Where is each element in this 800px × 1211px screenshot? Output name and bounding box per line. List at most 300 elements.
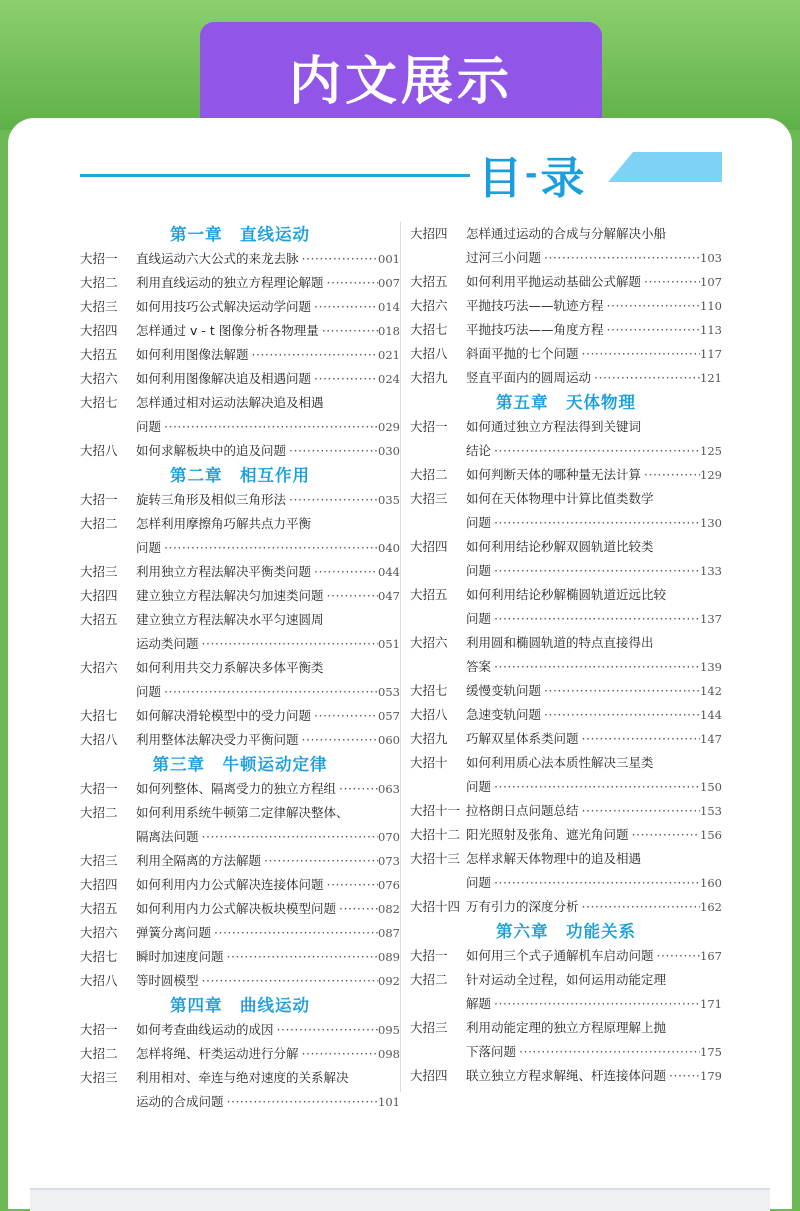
entry-text: 问题	[466, 563, 492, 578]
page-number: 089	[378, 950, 400, 964]
entry-line	[466, 535, 722, 559]
entry-line	[136, 873, 400, 897]
page-number: 040	[378, 541, 400, 555]
entry-line	[466, 222, 722, 246]
page-number: 035	[378, 493, 400, 507]
entry-body	[136, 921, 400, 945]
entry-line	[466, 775, 722, 799]
dot-leader	[199, 825, 379, 849]
entry-text: 旋转三角形及相似三角形法	[136, 492, 287, 507]
page-number: 133	[700, 564, 722, 578]
entry-tag: 大招三	[80, 299, 118, 314]
entry-text: 等时圆模型	[136, 973, 199, 988]
entry-body	[136, 897, 400, 921]
entry-tag: 大招二	[80, 516, 118, 531]
entry-text: 如何考查曲线运动的成因	[136, 1022, 274, 1037]
dot-leader	[311, 295, 378, 319]
entry-line	[466, 415, 722, 439]
entry-text: 利用动能定理的独立方程原理解上抛	[466, 1020, 667, 1035]
entry-tag: 大招二	[410, 972, 448, 987]
entry-line	[136, 849, 400, 873]
entry-body	[136, 512, 400, 560]
entry-body	[136, 271, 400, 295]
entry-text: 联立独立方程求解绳、杆连接体问题	[466, 1068, 667, 1083]
entry-line	[136, 488, 400, 512]
entry-line	[136, 608, 400, 632]
entry-body	[136, 704, 400, 728]
entry-line	[136, 680, 400, 704]
entry-text: 如何用三个式子通解机车启动问题	[466, 948, 654, 963]
entry-line	[136, 1090, 400, 1114]
toc-entry	[410, 463, 722, 487]
entry-text: 弹簧分离问题	[136, 925, 212, 940]
entry-body	[466, 463, 722, 487]
entry-line	[466, 895, 722, 919]
page-number: 103	[700, 251, 722, 265]
toc-entry	[80, 969, 400, 993]
header-rule	[80, 174, 470, 177]
toc-entry	[410, 823, 722, 847]
entry-body	[466, 823, 722, 847]
entry-body	[136, 560, 400, 584]
page-number: 044	[378, 565, 400, 579]
page-number: 129	[700, 468, 722, 482]
entry-text: 如何求解板块中的追及问题	[136, 443, 287, 458]
entry-body	[466, 1064, 722, 1088]
entry-line	[466, 1040, 722, 1064]
entry-line	[466, 823, 722, 847]
bottom-strip	[30, 1188, 770, 1211]
entry-tag: 大招九	[410, 731, 448, 746]
entry-body	[466, 270, 722, 294]
toc-entry	[80, 367, 400, 391]
toc-entry	[80, 271, 400, 295]
page-number: 142	[700, 684, 722, 698]
entry-text: 拉格朗日点问题总结	[466, 803, 579, 818]
entry-text: 结论	[466, 443, 492, 458]
toc-entry	[410, 583, 722, 631]
entry-line	[466, 751, 722, 775]
entry-line	[466, 871, 722, 895]
page-number: 153	[700, 804, 722, 818]
entry-body	[466, 535, 722, 583]
toc-entry	[410, 270, 722, 294]
entry-tag: 大招七	[80, 708, 118, 723]
page-number: 073	[378, 854, 400, 868]
entry-tag: 大招八	[80, 732, 118, 747]
entry-text: 解题	[466, 996, 492, 1011]
entry-line	[136, 704, 400, 728]
entry-line	[136, 295, 400, 319]
entry-line	[136, 1042, 400, 1066]
toc-entry	[80, 849, 400, 873]
toc-heading	[478, 146, 586, 202]
entry-body	[136, 849, 400, 873]
entry-line	[136, 656, 400, 680]
dot-leader	[491, 871, 700, 895]
entry-line	[136, 801, 400, 825]
dot-leader	[654, 944, 701, 968]
entry-tag: 大招一	[410, 948, 448, 963]
toc-entry	[410, 342, 722, 366]
entry-tag: 大招七	[410, 683, 448, 698]
entry-line	[136, 367, 400, 391]
toc-entry	[410, 318, 722, 342]
entry-line	[136, 945, 400, 969]
dot-leader	[311, 704, 378, 728]
dot-leader	[541, 246, 700, 270]
entry-line	[466, 1064, 722, 1088]
entry-tag: 大招七	[80, 949, 118, 964]
dot-leader	[274, 1018, 379, 1042]
entry-line	[466, 487, 722, 511]
entry-body	[136, 295, 400, 319]
page-number: 121	[700, 371, 722, 385]
entry-line	[466, 559, 722, 583]
entry-line	[136, 897, 400, 921]
toc-entry	[410, 968, 722, 1016]
dot-leader	[491, 992, 700, 1016]
entry-line	[466, 655, 722, 679]
toc-entry	[410, 703, 722, 727]
page-number: 024	[378, 372, 400, 386]
page-number: 053	[378, 685, 400, 699]
dot-leader	[604, 294, 701, 318]
toc-entry	[80, 560, 400, 584]
page-number: 101	[378, 1095, 400, 1109]
dot-leader	[324, 271, 379, 295]
chapter-title: 第二章 相互作用	[170, 466, 310, 485]
page-number: 057	[378, 709, 400, 723]
toc-entry	[410, 535, 722, 583]
entry-text: 问题	[466, 779, 492, 794]
entry-text: 如何利用内力公式解决连接体问题	[136, 877, 324, 892]
entry-text: 瞬时加速度问题	[136, 949, 224, 964]
page-number: 014	[378, 300, 400, 314]
entry-body	[466, 342, 722, 366]
entry-line	[136, 584, 400, 608]
entry-line	[466, 968, 722, 992]
entry-tag: 大招十三	[410, 851, 461, 866]
entry-text: 运动的合成问题	[136, 1094, 224, 1109]
entry-tag: 大招六	[410, 635, 448, 650]
entry-body	[466, 631, 722, 679]
entry-line	[466, 294, 722, 318]
toc-entry	[410, 366, 722, 390]
page-number: 018	[378, 324, 400, 338]
entry-body	[136, 1018, 400, 1042]
entry-line	[136, 728, 400, 752]
page-number: 092	[378, 974, 400, 988]
entry-body	[466, 222, 722, 270]
dot-leader	[224, 945, 379, 969]
page-number: 098	[378, 1047, 400, 1061]
dot-leader	[299, 247, 379, 271]
toc-entry	[410, 222, 722, 270]
entry-tag: 大招一	[410, 419, 448, 434]
toc-entry	[80, 512, 400, 560]
entry-text: 如何解决滑轮模型中的受力问题	[136, 708, 312, 723]
dot-leader	[579, 342, 701, 366]
dot-leader	[319, 319, 378, 343]
page-number: 070	[378, 830, 400, 844]
entry-line	[136, 825, 400, 849]
entry-text: 下落问题	[466, 1044, 517, 1059]
page-number: 137	[700, 612, 722, 626]
dot-leader	[161, 415, 378, 439]
toc-entry	[80, 247, 400, 271]
dot-leader	[324, 584, 379, 608]
entry-body	[466, 366, 722, 390]
page-number: 060	[378, 733, 400, 747]
entry-text: 如何利用共交力系解决多体平衡类	[136, 660, 324, 675]
page-number: 139	[700, 660, 722, 674]
toc-entry	[80, 1066, 400, 1114]
entry-text: 利用相对、牵连与绝对速度的关系解决	[136, 1070, 349, 1085]
entry-body	[466, 679, 722, 703]
entry-body	[466, 1016, 722, 1064]
toc-entry	[80, 897, 400, 921]
page-number: 007	[378, 276, 400, 290]
entry-body	[466, 318, 722, 342]
chapter-title: 第三章 牛顿运动定律	[152, 755, 328, 774]
entry-body	[466, 294, 722, 318]
page-number: 051	[378, 637, 400, 651]
toc-entry	[80, 873, 400, 897]
entry-tag: 大招四	[80, 323, 118, 338]
dot-leader	[161, 680, 378, 704]
entry-text: 建立独立方程法解决匀加速类问题	[136, 588, 324, 603]
entry-line	[136, 319, 400, 343]
entry-text: 针对运动全过程，如何运用动能定理	[466, 972, 667, 987]
entry-line	[136, 1066, 400, 1090]
entry-line	[136, 560, 400, 584]
entry-text: 缓慢变轨问题	[466, 683, 542, 698]
entry-text: 如何利用图像法解题	[136, 347, 249, 362]
toc-entry	[410, 679, 722, 703]
entry-text: 怎样利用摩擦角巧解共点力平衡	[136, 516, 312, 531]
entry-text: 如何利用平抛运动基础公式解题	[466, 274, 642, 289]
entry-body	[136, 801, 400, 849]
dot-leader	[286, 439, 378, 463]
entry-text: 问题	[136, 419, 162, 434]
toc-entry	[410, 727, 722, 751]
dot-leader	[666, 1064, 700, 1088]
entry-tag: 大招十一	[410, 803, 461, 818]
toc-entry	[80, 391, 400, 439]
entry-text: 问题	[466, 611, 492, 626]
entry-text: 平抛技巧法——角度方程	[466, 322, 604, 337]
entry-line	[136, 343, 400, 367]
page-number: 125	[700, 444, 722, 458]
page-number: 171	[700, 997, 722, 1011]
entry-body	[466, 895, 722, 919]
entry-text: 急速变轨问题	[466, 707, 542, 722]
entry-tag: 大招八	[410, 346, 448, 361]
toc-entry	[80, 608, 400, 656]
entry-text: 如何通过独立方程法得到关键词	[466, 419, 642, 434]
entry-tag: 大招五	[410, 587, 448, 602]
entry-body	[136, 319, 400, 343]
page-number: 167	[700, 949, 722, 963]
banner-title: 内文展示	[288, 51, 513, 112]
entry-text: 利用全隔离的方法解题	[136, 853, 262, 868]
toc-entry	[80, 1042, 400, 1066]
entry-text: 建立独立方程法解决水平匀速圆周	[136, 612, 324, 627]
toc-entry	[80, 1018, 400, 1042]
entry-text: 怎样通过运动的合成与分解解决小船	[466, 226, 667, 241]
entry-line	[466, 631, 722, 655]
entry-line	[136, 632, 400, 656]
page-number: 162	[700, 900, 722, 914]
entry-text: 巧解双星体系类问题	[466, 731, 579, 746]
entry-body	[466, 487, 722, 535]
dot-leader	[311, 560, 378, 584]
page-number: 160	[700, 876, 722, 890]
entry-text: 隔离法问题	[136, 829, 199, 844]
dot-leader	[491, 655, 700, 679]
entry-tag: 大招四	[410, 539, 448, 554]
entry-body	[136, 488, 400, 512]
entry-tag: 大招五	[410, 274, 448, 289]
entry-body	[136, 1066, 400, 1114]
entry-tag: 大招七	[410, 322, 448, 337]
entry-line	[466, 1016, 722, 1040]
entry-tag: 大招三	[410, 1020, 448, 1035]
entry-line	[466, 583, 722, 607]
dot-leader	[211, 921, 378, 945]
entry-body	[466, 703, 722, 727]
entry-line	[466, 607, 722, 631]
entry-body	[466, 944, 722, 968]
entry-tag: 大招一	[80, 781, 118, 796]
entry-body	[136, 343, 400, 367]
entry-line	[466, 246, 722, 270]
entry-tag: 大招十	[410, 755, 448, 770]
entry-tag: 大招二	[410, 467, 448, 482]
entry-text: 如何利用结论秒解双圆轨道比较类	[466, 539, 654, 554]
page-number: 047	[378, 589, 400, 603]
toc-entry	[80, 801, 400, 849]
chapter-title: 第六章 功能关系	[496, 922, 636, 941]
page-number: 175	[700, 1045, 722, 1059]
entry-line	[466, 511, 722, 535]
page-number: 001	[378, 252, 400, 266]
toc-heading-part2: 录	[540, 153, 587, 204]
entry-line	[466, 847, 722, 871]
entry-tag: 大招一	[80, 1022, 118, 1037]
toc-entry	[80, 343, 400, 367]
entry-line	[136, 969, 400, 993]
toc-entry	[80, 584, 400, 608]
entry-text: 如何用技巧公式解决运动学问题	[136, 299, 312, 314]
entry-tag: 大招九	[410, 370, 448, 385]
entry-tag: 大招八	[80, 973, 118, 988]
entry-text: 利用整体法解决受力平衡问题	[136, 732, 299, 747]
dot-leader	[199, 969, 379, 993]
dot-leader	[249, 343, 379, 367]
toc-entry	[410, 294, 722, 318]
toc-column-right	[410, 222, 722, 1088]
entry-text: 问题	[466, 515, 492, 530]
dot-leader	[579, 799, 701, 823]
entry-tag: 大招二	[80, 805, 118, 820]
entry-text: 运动类问题	[136, 636, 199, 651]
entry-text: 怎样通过 v - t 图像分析各物理量	[136, 323, 319, 338]
entry-tag: 大招五	[80, 612, 118, 627]
toc-entry	[410, 799, 722, 823]
title-banner	[200, 22, 602, 130]
page-number: 076	[378, 878, 400, 892]
page-number: 087	[378, 926, 400, 940]
toc-entry	[410, 944, 722, 968]
entry-line	[466, 463, 722, 487]
entry-line	[466, 679, 722, 703]
entry-tag: 大招五	[80, 347, 118, 362]
entry-tag: 大招四	[80, 877, 118, 892]
entry-line	[136, 271, 400, 295]
page-number: 156	[700, 828, 722, 842]
page-number: 095	[378, 1023, 400, 1037]
entry-tag: 大招六	[410, 298, 448, 313]
dot-leader	[491, 511, 700, 535]
entry-text: 如何利用内力公式解决板块模型问题	[136, 901, 337, 916]
entry-text: 答案	[466, 659, 492, 674]
toc-entry	[80, 295, 400, 319]
page-number: 144	[700, 708, 722, 722]
entry-tag: 大招三	[410, 491, 448, 506]
entry-text: 如何利用结论秒解椭圆轨道近远比较	[466, 587, 667, 602]
page-number: 107	[700, 275, 722, 289]
dot-leader	[516, 1040, 700, 1064]
entry-text: 平抛技巧法——轨迹方程	[466, 298, 604, 313]
entry-line	[466, 703, 722, 727]
entry-text: 问题	[466, 875, 492, 890]
entry-body	[466, 968, 722, 1016]
dot-leader	[311, 367, 378, 391]
dot-leader	[541, 703, 700, 727]
toc-entry	[410, 487, 722, 535]
chapter-title: 第一章 直线运动	[170, 225, 310, 244]
dot-leader	[491, 607, 700, 631]
entry-tag: 大招六	[80, 925, 118, 940]
toc-entry	[80, 656, 400, 704]
entry-tag: 大招四	[80, 588, 118, 603]
toc-entry	[80, 728, 400, 752]
entry-body	[466, 415, 722, 463]
entry-text: 阳光照射及张角、遮光角问题	[466, 827, 629, 842]
page-number: 150	[700, 780, 722, 794]
dot-leader	[629, 823, 701, 847]
toc-entry	[410, 895, 722, 919]
page-number: 030	[378, 444, 400, 458]
entry-tag: 大招四	[410, 1068, 448, 1083]
toc-entry	[80, 319, 400, 343]
entry-text: 过河三小问题	[466, 250, 542, 265]
entry-line	[466, 342, 722, 366]
entry-tag: 大招八	[80, 443, 118, 458]
entry-tag: 大招三	[80, 853, 118, 868]
toc-heading-part1: 目	[478, 153, 524, 204]
entry-body	[136, 584, 400, 608]
entry-body	[136, 247, 400, 271]
dot-leader	[199, 632, 379, 656]
entry-body	[136, 1042, 400, 1066]
entry-body	[136, 777, 400, 801]
page-number: 113	[700, 323, 722, 337]
toc-entry	[410, 415, 722, 463]
entry-body	[466, 751, 722, 799]
